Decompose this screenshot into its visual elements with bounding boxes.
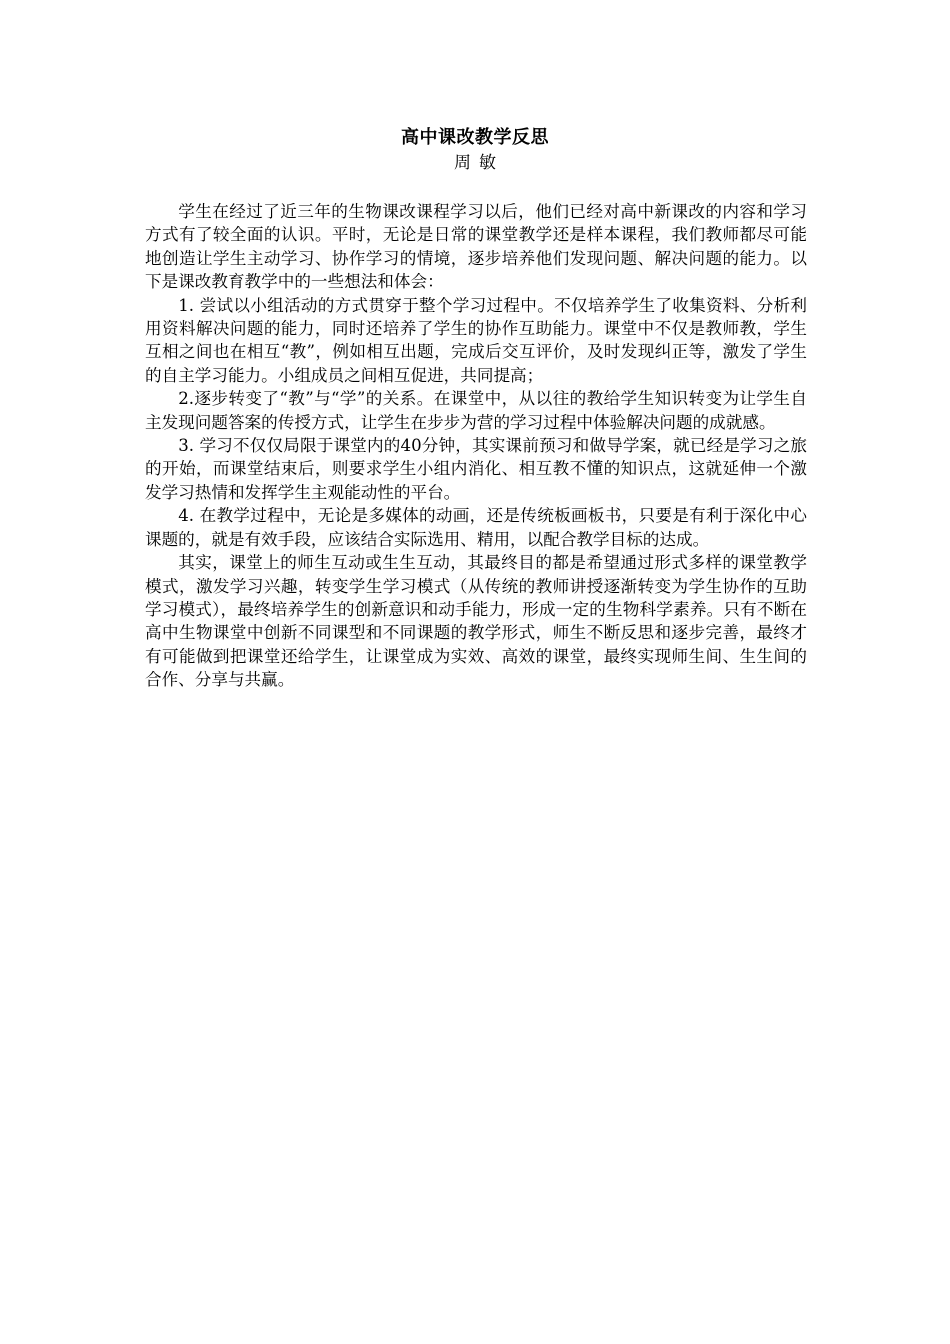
paragraph-conclusion: 其实，课堂上的师生互动或生生互动，其最终目的都是希望通过形式多样的课堂教学模式，激发学习兴趣，转变学生学习模式（从传统的教师讲授逐渐转变为学生协作的互助学习模式），最终培养学生的创新意识和动手能力，形成一定的生物科学素养。只有不断在高中生物课堂中创新不同课型和不同课题的教学形式，师生不断反思和逐步完善，最终才有可能做到把课堂还给学生，让课堂成为实效、高效的课堂，最终实现师生间、生生间的合作、分享与共赢。: [145, 553, 807, 690]
author-given-name: 敏: [479, 153, 496, 173]
paragraph-intro: 学生在经过了近三年的生物课改课程学习以后，他们已经对高中新课改的内容和学习方式有了较全面的认识。平时，无论是日常的课堂教学还是样本课程，我们教师都尽可能地创造让学生主动学习、协作学习的情境，逐步培养他们发现问题、解决问题的能力。以下是课改教育教学中的一些想法和体会：: [145, 202, 807, 292]
paragraph-point-1: 1. 尝试以小组活动的方式贯穿于整个学习过程中。不仅培养学生了收集资料、分析利用资料解决问题的能力，同时还培养了学生的协作互助能力。课堂中不仅是教师教，学生互相之间也在相互“教”，例如相互出题，完成后交互评价，及时发现纠正等，激发了学生的自主学习能力。小组成员之间相互促进，共同提高；: [145, 295, 807, 385]
author-surname: 周: [454, 153, 471, 173]
document-title: 高中课改教学反思: [401, 127, 549, 148]
paragraph-point-3: 3. 学习不仅仅局限于课堂内的40分钟，其实课前预习和做导学案，就已经是学习之旅的开始，而课堂结束后，则要求学生小组内消化、相互教不懂的知识点，这就延伸一个激发学习热情和发挥学生主观能动性的平台。: [145, 436, 807, 502]
paragraph-point-2: 2.逐步转变了“教”与“学”的关系。在课堂中，从以往的教给学生知识转变为让学生自主发现问题答案的传授方式，让学生在步步为营的学习过程中体验解决问题的成就感。: [145, 389, 807, 432]
paragraph-point-4: 4. 在教学过程中，无论是多媒体的动画，还是传统板画板书，只要是有利于深化中心课题的，就是有效手段，应该结合实际选用、精用，以配合教学目标的达成。: [145, 506, 807, 549]
document-body: [145, 200, 807, 692]
document-author: [0, 152, 950, 174]
